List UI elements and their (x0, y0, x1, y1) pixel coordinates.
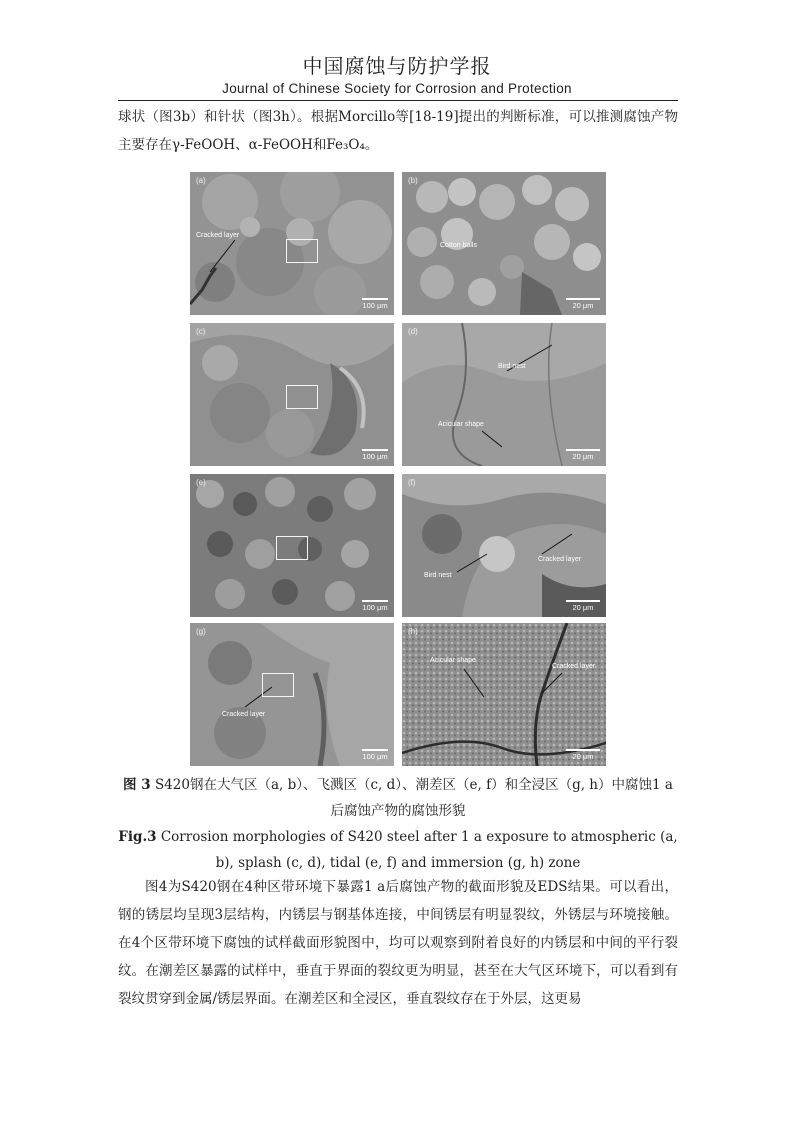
sem-texture-f (402, 474, 606, 617)
panel-label: (f) (408, 478, 416, 487)
scale-bar: 20 μm (566, 449, 600, 461)
caption-text-cn: S420钢在大气区（a, b）、飞溅区（c, d）、潮差区（e, f）和全浸区（g, h）中腐蚀1 a后腐蚀产物的腐蚀形貌 (154, 777, 673, 819)
panel-label: (d) (408, 327, 418, 336)
sem-texture-h (402, 623, 606, 766)
annotation-cotton-balls: Cotton balls (440, 242, 477, 249)
caption-text-en: Corrosion morphologies of S420 steel after 1 a exposure to atmospheric (a, b), splash (c, d), tidal (e, f) and immersion (g, h) zone (160, 829, 678, 871)
sem-texture-b (402, 172, 606, 315)
sem-figure (190, 172, 606, 766)
scale-bar: 100 μm (362, 449, 388, 461)
annotation-cracked-layer: Cracked layer (538, 556, 582, 563)
annotation-acicular-shape: Acicular shape (430, 657, 476, 664)
caption-label-cn: 图 3 (123, 777, 151, 793)
scale-bar: 100 μm (362, 600, 388, 612)
panel-label: (h) (408, 627, 418, 636)
panel-label: (a) (196, 176, 206, 185)
annotation-cracked-layer: Cracked layer (196, 232, 240, 239)
scale-bar: 20 μm (566, 600, 600, 612)
annotation-acicular-shape: Acicular shape (438, 421, 484, 428)
panel-label: (e) (196, 478, 206, 487)
panel-c (190, 323, 394, 466)
journal-title-en: Journal of Chinese Society for Corrosion and Protection (222, 81, 572, 96)
scale-bar: 20 μm (566, 749, 600, 761)
header-rule (118, 100, 678, 101)
panel-d (402, 323, 606, 466)
sem-texture-d (402, 323, 606, 466)
panel-h (402, 623, 606, 766)
zoom-box (276, 536, 308, 560)
zoom-box (286, 239, 318, 263)
caption-label-en: Fig.3 (118, 829, 157, 845)
panel-g (190, 623, 394, 766)
panel-b (402, 172, 606, 315)
annotation-cracked-layer: Cracked layer (222, 711, 266, 718)
panel-e (190, 474, 394, 617)
intro-paragraph: 球状（图3b）和针状（图3h）。根据Morcillo等[18-19]提出的判断标准，可以推测腐蚀产物主要存在γ-FeOOH、α-FeOOH和Fe₃O₄。 (118, 109, 678, 153)
figure-caption-cn (118, 772, 678, 824)
scale-bar: 100 μm (362, 298, 388, 310)
scale-bar: 100 μm (362, 749, 388, 761)
journal-title-cn: 中国腐蚀与防护学报 (302, 54, 492, 78)
panel-label: (b) (408, 176, 418, 185)
scale-bar: 20 μm (566, 298, 600, 310)
annotation-bird-nest: Bird nest (498, 363, 526, 370)
panel-f (402, 474, 606, 617)
panel-label: (g) (196, 627, 206, 636)
journal-header (0, 50, 794, 96)
zoom-box (262, 673, 294, 697)
panel-a (190, 172, 394, 315)
annotation-bird-nest: Bird nest (424, 572, 452, 579)
annotation-cracked-layer: Cracked layer (552, 663, 596, 670)
body-paragraph: 图4为S420钢在4种区带环境下暴露1 a后腐蚀产物的截面形貌及EDS结果。可以看出，钢的锈层均呈现3层结构，内锈层与钢基体连接，中间锈层有明显裂纹，外锈层与环境接触。在4个区带环境下腐蚀的试样截面形貌图中，均可以观察到附着良好的内锈层和中间的平行裂纹。在潮差区暴露的试样中，垂直于界面的裂纹更为明显，甚至在大气区环境下，可以看到有裂纹贯穿到金属/锈层界面。在潮差区和全浸区，垂直裂纹存在于外层，这更易 (118, 879, 678, 1007)
figure-caption-en (118, 824, 678, 876)
panel-label: (c) (196, 327, 206, 336)
zoom-box (286, 385, 318, 409)
